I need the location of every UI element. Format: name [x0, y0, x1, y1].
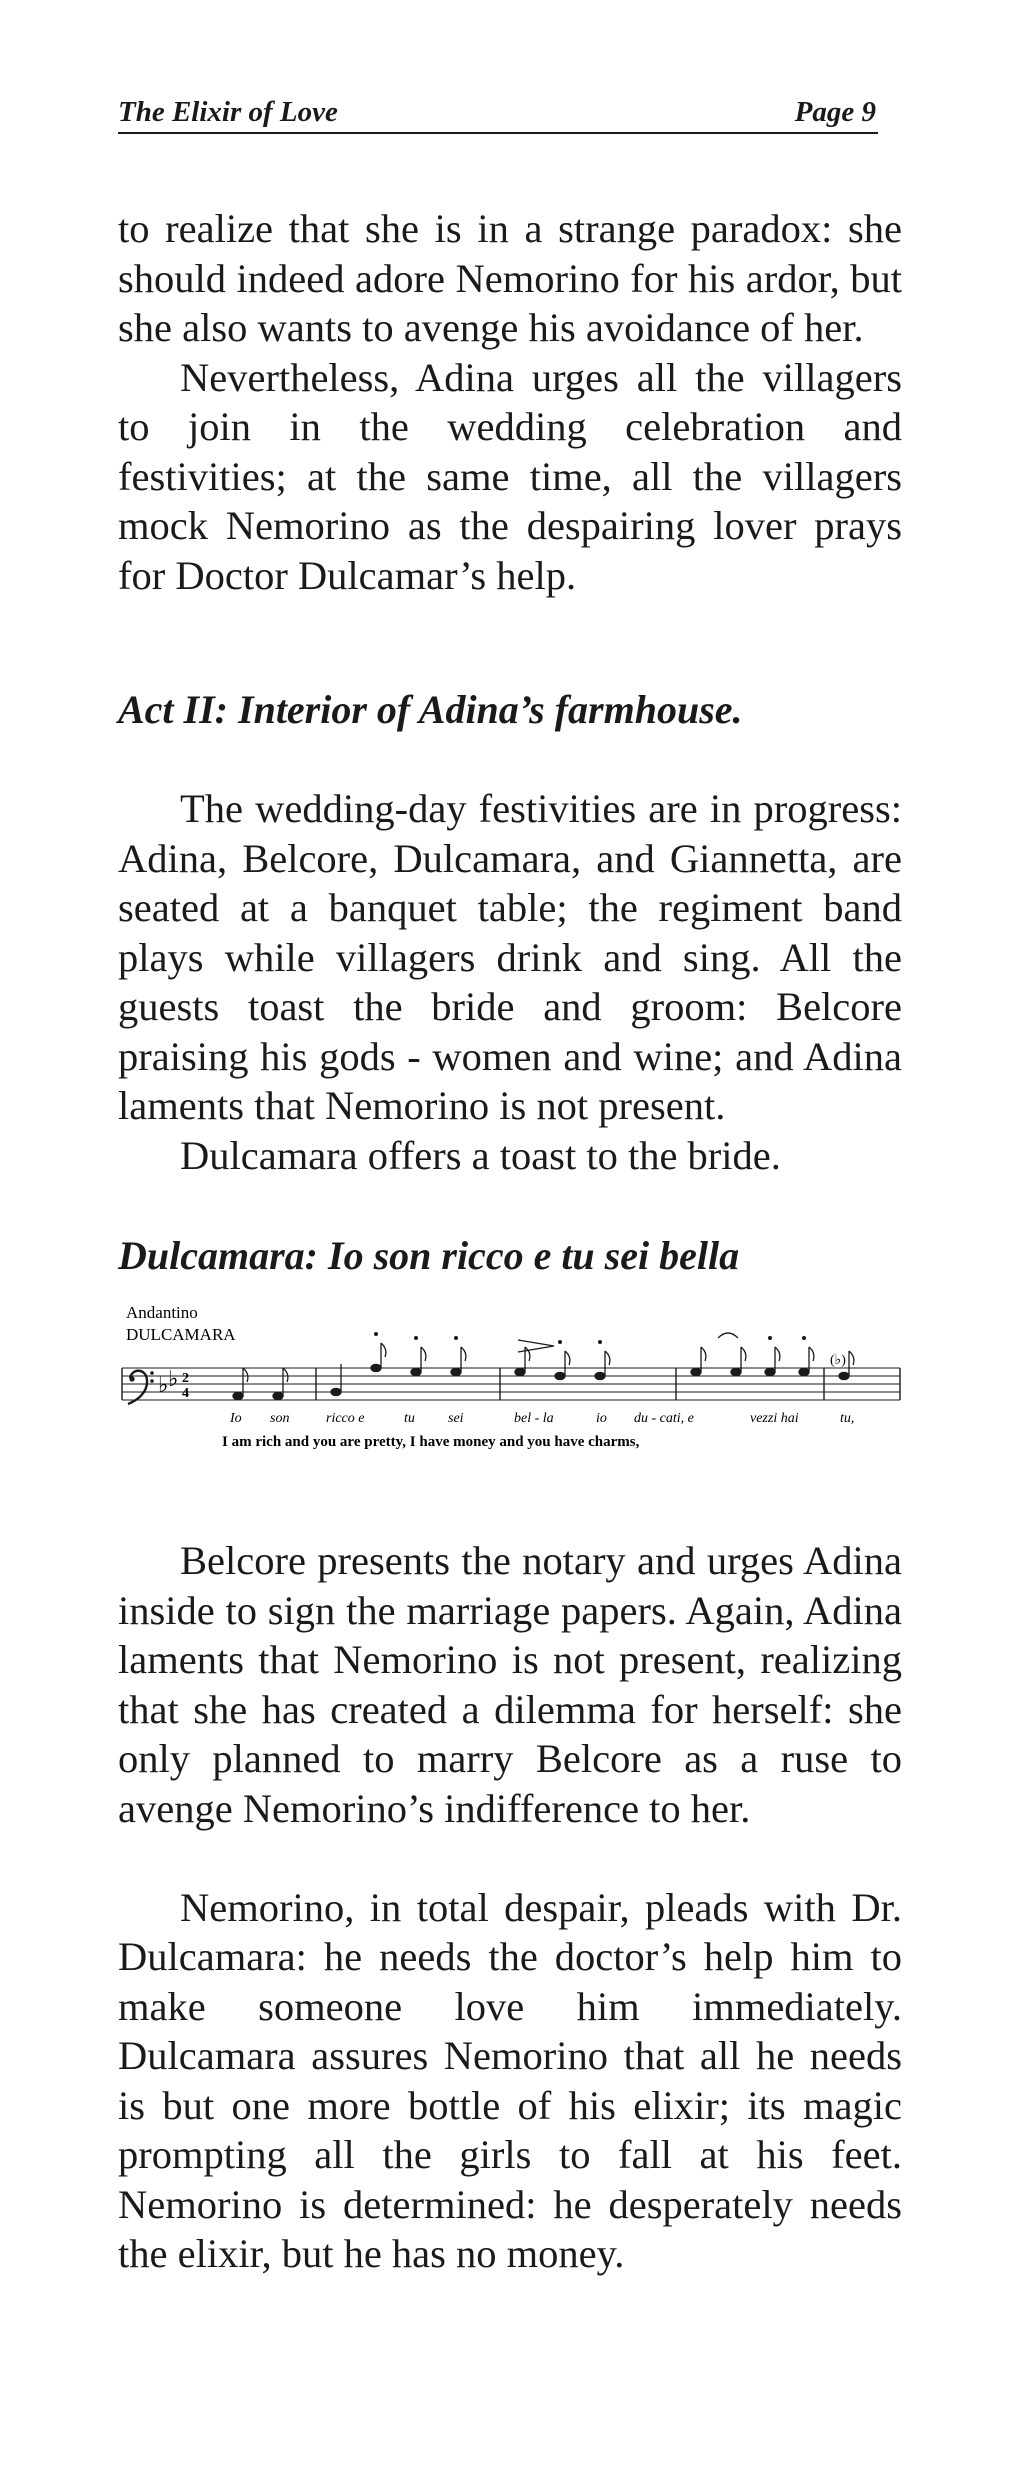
text-block-top — [118, 204, 902, 600]
flat-sign-icon: ♭ — [158, 1372, 169, 1397]
paragraph: Nemorino, in total despair, pleads with Dr. Dulcamara: he needs the doctor’s help him to make someone love him immediately. Dulcamara assures Nemorino that all he needs is but one more bottle of his elixir; its magic prompting all the girls to fall at his feet. Nemorino is determined: he desperately needs the elixir, but he has no money. — [118, 1884, 902, 2276]
character-name: DULCAMARA — [126, 1325, 236, 1344]
paragraph: Nevertheless, Adina urges all the villagers to join in the wedding celebration and festivities; at the same time, all the villagers mock Nemorino as the despairing lover prays for Doctor Dulcamar’s help. — [118, 354, 902, 598]
lyric-syllable: son — [270, 1411, 290, 1426]
page-number: Page 9 — [794, 96, 876, 128]
lyric-syllable: io — [596, 1411, 607, 1426]
flat-sign-icon: ♭ — [168, 1366, 179, 1391]
tempo-marking: Andantino — [126, 1303, 198, 1322]
lyric-syllable: sei — [448, 1411, 464, 1426]
lyric-syllable: vezzi hai — [750, 1411, 799, 1426]
notes — [233, 1343, 854, 1400]
staccato-dots — [374, 1332, 806, 1344]
text-block-act — [118, 784, 902, 1180]
lyric-syllable: du - cati, e — [634, 1411, 694, 1426]
lyric-syllable: ricco e — [326, 1411, 365, 1426]
lyrics-line — [229, 1411, 854, 1426]
lyric-syllable: Io — [230, 1411, 242, 1426]
accent-mark-icon — [518, 1340, 554, 1352]
lyric-syllable: bel - la — [514, 1411, 554, 1426]
music-excerpt — [118, 1298, 908, 1478]
running-header — [118, 92, 878, 134]
aria-heading: Dulcamara: Io son ricco e tu sei bella — [118, 1233, 740, 1278]
time-signature-top: 2 — [182, 1371, 189, 1386]
time-signature-bottom: 4 — [182, 1386, 189, 1401]
lyrics-translation: I am rich and you are pretty, I have money and you have charms, — [222, 1434, 640, 1450]
lyric-syllable: tu — [404, 1411, 415, 1426]
act-heading: Act II: Interior of Adina’s farmhouse. — [118, 687, 743, 732]
paragraph: Belcore presents the notary and urges Adina inside to sign the marriage papers. Again, Adina laments that Nemorino is not present, realizing that she has created a dilemma for herself: she only planned to marry Belcore as a ruse to avenge Nemorino’s indifference to her. — [118, 1538, 902, 1831]
lyric-syllable: tu, — [840, 1411, 855, 1426]
text-block-bottom — [118, 1536, 902, 2279]
turn-ornament-icon: (♭) — [830, 1353, 846, 1368]
paragraph: Dulcamara offers a toast to the bride. — [180, 1132, 781, 1178]
book-title: The Elixir of Love — [118, 96, 338, 128]
music-staff-svg — [118, 1298, 908, 1478]
paragraph: The wedding-day festivities are in progress: Adina, Belcore, Dulcamara, and Giannetta, are seated at a banquet table; the regiment band plays while villagers drink and sing. All the guests toast the bride and groom: Belcore praising his gods - women and wine; and Adina laments that Nemorino is not present. — [118, 786, 902, 1128]
slur-icon — [718, 1333, 738, 1338]
paragraph: to realize that she is in a strange paradox: she should indeed adore Nemorino for his ardor, but she also wants to avenge his avoidance of her. — [118, 206, 902, 350]
